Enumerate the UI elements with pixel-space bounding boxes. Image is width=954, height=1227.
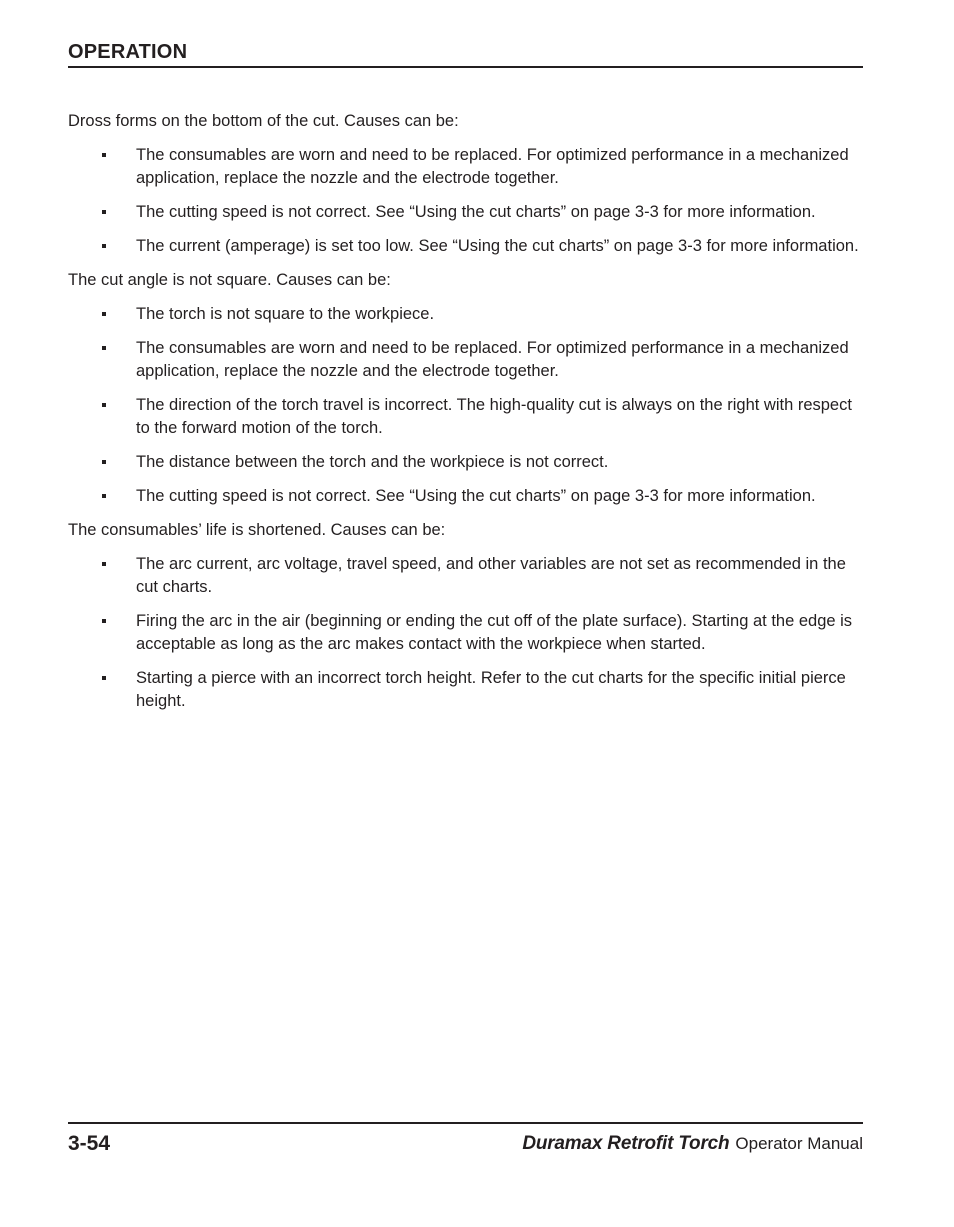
page-number: 3-54 [68,1132,111,1155]
bullet-icon [102,403,106,407]
list-item [68,235,863,258]
list-item-text: The consumables are worn and need to be replaced. For optimized performance in a mechanized application, replace the nozzle and the electrode together. [136,339,849,380]
header-rule [68,66,863,68]
section-intro-dross: Dross forms on the bottom of the cut. Causes can be: [68,112,459,130]
bullet-icon [102,494,106,498]
list-item [68,667,863,713]
list-item-text: The cutting speed is not correct. See “Using the cut charts” on page 3-3 for more information. [136,487,816,505]
footer-document-title [522,1133,863,1155]
page-content [68,110,863,724]
list-item [68,303,863,326]
section-intro-consumable-life: The consumables’ life is shortened. Causes can be: [68,521,446,539]
manual-label: Operator Manual [735,1134,863,1153]
list-item [68,394,863,440]
bullet-icon [102,460,106,464]
list-item [68,610,863,656]
footer-rule [68,1122,863,1124]
cause-list-consumable-life [68,553,863,713]
list-item [68,337,863,383]
bullet-icon [102,153,106,157]
list-item-text: The direction of the torch travel is incorrect. The high-quality cut is always on the right with respect to the forward motion of the torch. [136,396,852,437]
cause-list-dross [68,144,863,258]
bullet-icon [102,210,106,214]
list-item-text: The current (amperage) is set too low. See “Using the cut charts” on page 3-3 for more information. [136,237,859,255]
list-item-text: The cutting speed is not correct. See “Using the cut charts” on page 3-3 for more information. [136,203,816,221]
list-item-text: The consumables are worn and need to be replaced. For optimized performance in a mechanized application, replace the nozzle and the electrode together. [136,146,849,187]
product-name: Duramax Retrofit Torch [522,1133,730,1154]
bullet-icon [102,562,106,566]
bullet-icon [102,676,106,680]
cause-list-cut-angle [68,303,863,508]
list-item-text: The distance between the torch and the workpiece is not correct. [136,453,609,471]
list-item [68,485,863,508]
section-header-title: OPERATION [68,41,188,63]
list-item-text: Starting a pierce with an incorrect torch height. Refer to the cut charts for the specific initial pierce height. [136,669,846,710]
section-intro-cut-angle: The cut angle is not square. Causes can be: [68,271,391,289]
list-item [68,144,863,190]
bullet-icon [102,244,106,248]
list-item-text: The torch is not square to the workpiece. [136,305,435,323]
bullet-icon [102,619,106,623]
list-item-text: Firing the arc in the air (beginning or ending the cut off of the plate surface). Starting at the edge is acceptable as long as the arc makes contact with the workpiece when started. [136,612,853,653]
list-item [68,201,863,224]
bullet-icon [102,346,106,350]
list-item-text: The arc current, arc voltage, travel speed, and other variables are not set as recommended in the cut charts. [136,555,846,596]
bullet-icon [102,312,106,316]
list-item [68,553,863,599]
list-item [68,451,863,474]
